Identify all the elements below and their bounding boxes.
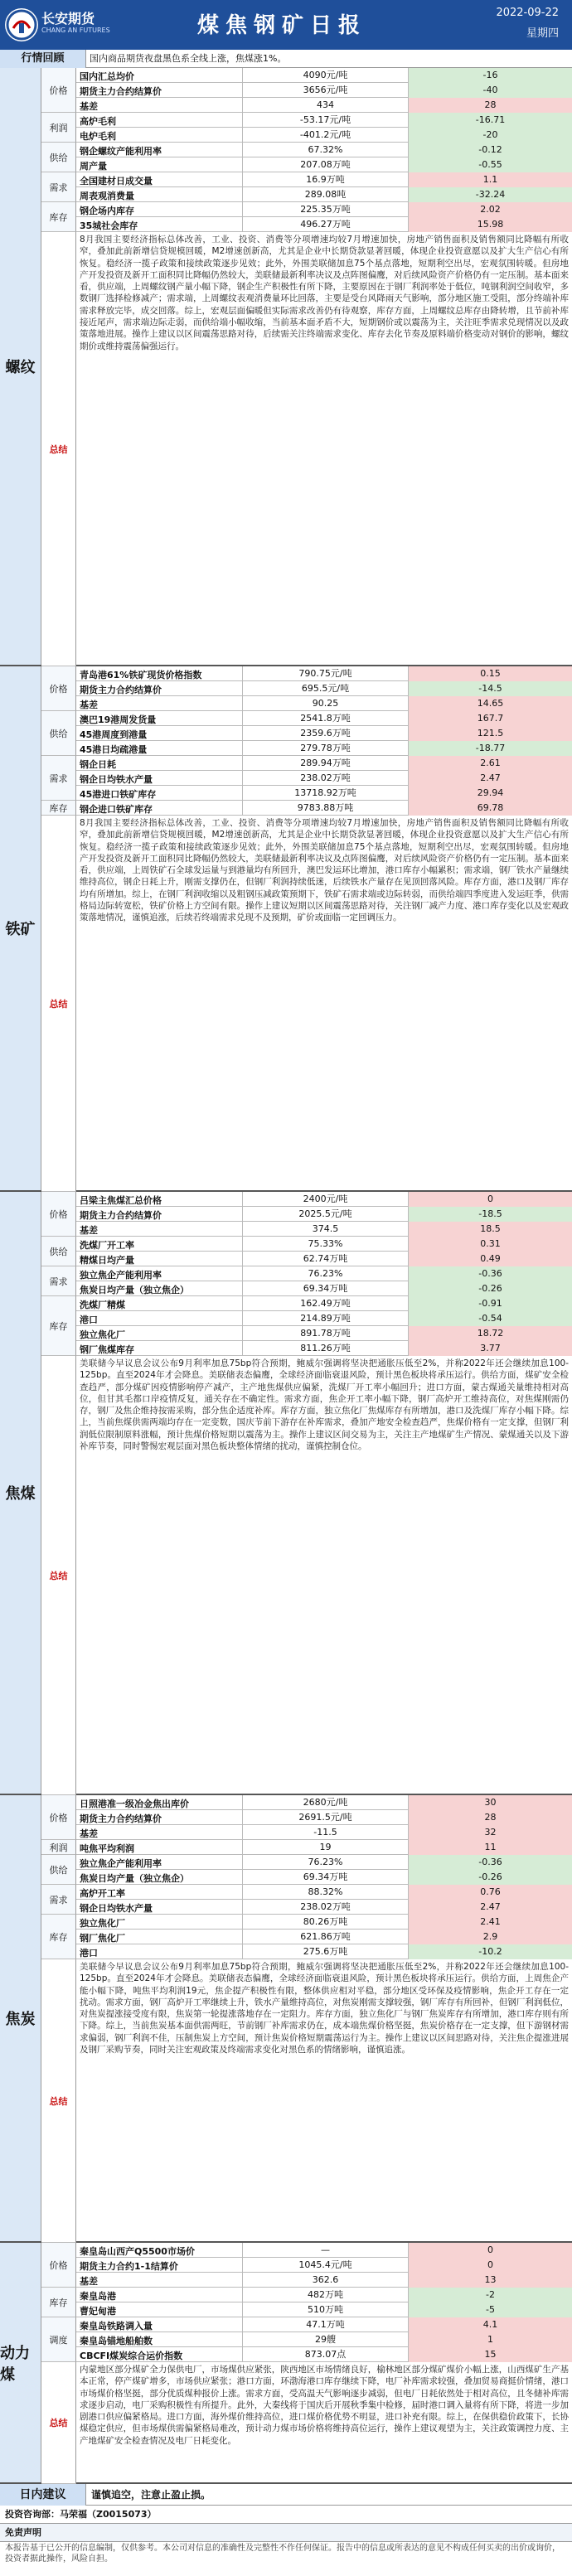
indicator-name: 期货主力合约结算价 xyxy=(80,1813,162,1824)
indicator-value: 19 xyxy=(242,1840,408,1855)
indicator-value: 29艘 xyxy=(242,2332,408,2347)
indicator-value: 162.49万吨 xyxy=(242,1296,408,1311)
indicator-name: 钢企进口铁矿库存 xyxy=(80,804,153,815)
indicator-name: 期货主力合约1-1结算价 xyxy=(80,2261,178,2272)
indicator-name: 钢厂焦化厂 xyxy=(80,1933,125,1944)
indicator-change: 121.5 xyxy=(408,726,572,741)
indicator-row xyxy=(76,2258,572,2273)
indicator-value: 289.94万吨 xyxy=(242,756,408,771)
indicator-row xyxy=(76,1810,572,1825)
indicator-change: -40 xyxy=(408,83,572,98)
indicator-change: 2.02 xyxy=(408,202,572,217)
section-name: 焦煤 xyxy=(0,1192,41,1794)
review-label: 行情回顾 xyxy=(0,50,86,68)
section-coking-coal xyxy=(0,1192,572,1795)
indicator-name: 45港进口铁矿库存 xyxy=(80,789,157,800)
indicator-name: 钢厂焦煤库存 xyxy=(80,1344,134,1355)
cat-price: 价格 xyxy=(41,1192,76,1237)
indicator-name: 洗煤厂精煤 xyxy=(80,1300,125,1310)
indicator-name: 秦皇岛港 xyxy=(80,2291,116,2302)
indicator-name: 独立焦化厂 xyxy=(80,1329,125,1340)
indicator-row xyxy=(76,1311,572,1326)
indicator-value: 811.26万吨 xyxy=(242,1341,408,1356)
indicator-name: 基差 xyxy=(80,1225,98,1236)
indicator-row xyxy=(76,1900,572,1915)
indicator-row xyxy=(76,666,572,681)
indicator-row xyxy=(76,2347,572,2362)
indicator-name: 秦皇岛铁路调入量 xyxy=(80,2321,153,2331)
indicator-value: 2359.6万吨 xyxy=(242,726,408,741)
indicator-value: 238.02万吨 xyxy=(242,1900,408,1915)
section-iron-ore xyxy=(0,666,572,1192)
indicator-row xyxy=(76,143,572,157)
indicator-value: 69.34万吨 xyxy=(242,1870,408,1885)
indicator-name: 吕梁主焦煤汇总价格 xyxy=(80,1195,162,1206)
indicator-value: 47.1万吨 xyxy=(242,2317,408,2332)
indicator-change: 0.31 xyxy=(408,1237,572,1252)
indicator-name: 港口 xyxy=(80,1948,98,1959)
indicator-name: 钢企日均铁水产量 xyxy=(80,1903,153,1914)
indicator-value: 69.34万吨 xyxy=(242,1281,408,1296)
indicator-change: -20 xyxy=(408,128,572,143)
indicator-name: 澳巴19港周发货量 xyxy=(80,714,157,725)
indicator-change: -0.54 xyxy=(408,1311,572,1326)
indicator-value: 279.78万吨 xyxy=(242,741,408,756)
indicator-row xyxy=(76,1266,572,1281)
cat-stock: 库存 xyxy=(41,2288,76,2317)
cat-price: 价格 xyxy=(41,666,76,711)
indicator-row xyxy=(76,1825,572,1840)
indicator-change: 69.78 xyxy=(408,801,572,816)
indicator-change: -0.26 xyxy=(408,1870,572,1885)
advice-label: 日内建议 xyxy=(0,2484,86,2506)
date-text: 2022-09-22 xyxy=(496,7,559,19)
indicator-change: 28 xyxy=(408,98,572,113)
indicator-value: 891.78万吨 xyxy=(242,1326,408,1341)
indicator-row xyxy=(76,1795,572,1810)
section-name: 焦炭 xyxy=(0,1795,41,2241)
indicator-row xyxy=(76,1192,572,1207)
indicator-row xyxy=(76,2332,572,2347)
indicator-value: 2541.8万吨 xyxy=(242,711,408,726)
indicator-name: 独立焦企产能利用率 xyxy=(80,1858,162,1869)
indicator-name: 电炉毛利 xyxy=(80,131,116,142)
indicator-row xyxy=(76,681,572,696)
indicator-row xyxy=(76,1341,572,1356)
indicator-change: -0.26 xyxy=(408,1281,572,1296)
weekday-text: 星期四 xyxy=(526,27,559,40)
cat-supply: 供给 xyxy=(41,1855,76,1885)
indicator-row xyxy=(76,1252,572,1266)
coke-summary: 美联储今早议息会议公布9月利率加息75bp符合预期，鲍威尔强调将坚决把通胀压低至2%，并称2022年还会继续加息100-125bp。直至2024年才会降息。美联储表态偏鹰，全球经济面临衰退风险，预计黑色板块将承压运行。供给方面，煤矿安全检查趋严，部分煤矿因疫情影响停产减产，主产地焦煤供应偏紧，洗煤厂开工率小幅回升；进口方面，蒙古煤通关量维持相对高位，但甘其毛都口岸疫情反复，通关存在不确定性。需求方面，焦企开工率小幅下降，钢厂高炉开工维持高位，对焦煤刚需仍存，钢厂及焦企维持按需采购，部分焦企适度补库。库存方面，独立焦化厂焦煤库存有所增加，港口及洗煤厂库存小幅下降。综上，当前焦煤供需两端均存在一定变数，国庆节前下游存在补库需求，叠加产地安全检查趋严，焦煤价格有一定支撑，但钢厂利润低位限制原料涨幅，预计焦煤价格短期以震荡为主。操作上建议区间交易为主，关注主产地煤矿生产情况、蒙煤通关以及下游补库节奏，同时警惕宏观层面对黑色板块整体情绪的扰动，谨慎控制仓位。 xyxy=(80,1358,569,1452)
cat-price: 价格 xyxy=(41,2243,76,2288)
indicator-name: 基差 xyxy=(80,700,98,710)
cat-summary: 总结 xyxy=(41,1959,76,2243)
rebar-summary: 8月我国主要经济指标总体改善，工业、投资、消费等分项增速均较7月增速加快，房地产销售面积及销售额同比降幅有所收窄，叠加此前新增信贷规模回暖，M2增速创新高，尤其是企业中长期贷款显著回暖，体现企业投资意愿以及扩大生产信心有所恢复。稳经济一揽子政策和接续政策逐步见效；此外，外围美联储加息75个基点落地，短期利空出尽，宏观氛围转暖。但房地产开发投资及新开工面积同比降幅仍然较大，美联储最新利率决议及点阵图偏鹰，对后续风险资产价格仍有一定压制。基本面来看，供应端，上周螺纹钢产量小幅下降，钢企生产积极性有所下降，主要原因在于钢厂利润率处于低位，吨钢利润空间收窄，多数钢厂选择检修减产；需求端，上周螺纹表观消费量环比回落，主要是受台风降雨天气影响，部分地区施工受阻，部分终端补库需求释放完毕，成交回落。综上，宏观层面偏暖但实际需求改善仍有待观察，库存方面，上周螺纹总库存由降转增，且节前补库接近尾声，需求端边际走弱，而供给端小幅收缩，当前基本面矛盾不大，短期钢价或以震荡为主，关注旺季需求兑现情况以及政策落地进展。操作上建议以区间震荡思路对待，后续需关注终端需求变化、库存去化节奏及原料端价格变动对钢价的影响，螺纹期价或维持震荡偏强运行。 xyxy=(80,235,569,351)
indicator-name: 高炉毛利 xyxy=(80,116,116,127)
logo-cn: 长安期货 xyxy=(41,11,95,27)
indicator-value: 88.32% xyxy=(242,1885,408,1900)
indicator-change: 4.1 xyxy=(408,2317,572,2332)
indicator-name: 45港周度到港量 xyxy=(80,729,148,740)
indicator-row xyxy=(76,157,572,172)
indicator-row xyxy=(76,187,572,202)
indicator-name: 吨焦平均利润 xyxy=(80,1843,134,1854)
indicator-change: -10.2 xyxy=(408,1944,572,1959)
indicator-change: 15.98 xyxy=(408,217,572,232)
iron-summary: 8月我国主要经济指标总体改善，工业、投资、消费等分项增速均较7月增速加快，房地产销售面积及销售额同比降幅有所收窄，叠加此前新增信贷规模回暖，M2增速创新高，尤其是企业中长期贷款显著回暖，体现企业投资意愿以及扩大生产信心有所恢复。稳经济一揽子政策和接续政策逐步见效；此外，外围美联储加息75个基点落地，短期利空出尽，宏观氛围转暖。但房地产开发投资及新开工面积同比降幅仍然较大，美联储最新利率决议及点阵图偏鹰，对后续风险资产价格仍有一定压制。基本面来看，供应端，上周铁矿石全球发运量与到港量均有所回升，澳巴发运环比增加，港口库存小幅累积；需求端，钢厂铁水产量继续维持高位，钢企日耗上升，刚需支撑仍在，但钢厂利润持续低迷，后续铁水产量存在见顶回落风险。库存方面，港口及钢厂库存均有所增加。综上，在钢厂利润收缩以及粗钢压减政策预期下，铁矿石需求端或边际转弱，而供给端四季度进入发运旺季，供需格局边际转宽松，铁矿价格上方空间有限。操作上建议短期以区间震荡思路对待，关注钢厂减产力度、港口库存变化以及宏观政策落地情况，谨慎追涨，后续若终端需求兑现不及预期，矿价或面临一定回调压力。 xyxy=(80,818,569,923)
cat-stock: 库存 xyxy=(41,1915,76,1959)
indicator-change: -18.5 xyxy=(408,1207,572,1222)
logo-en: CHANG AN FUTURES xyxy=(41,27,110,34)
indicator-row xyxy=(76,1207,572,1222)
indicator-name: 焦炭日均产量（独立焦企） xyxy=(80,1285,189,1295)
cat-supply: 供给 xyxy=(41,711,76,756)
cat-demand: 需求 xyxy=(41,756,76,801)
indicator-name: 钢企场内库存 xyxy=(80,206,134,216)
indicator-change: 18.72 xyxy=(408,1326,572,1341)
coal-summary: 美联储今早议息会议公布9月利率加息75bp符合预期，鲍威尔强调将坚决把通胀压低至2%，并称2022年还会继续加息100-125bp。直至2024年才会降息。美联储表态偏鹰，全球经济面临衰退风险，预计黑色板块将承压运行。供给方面，上周焦企产能小幅下降，吨焦平均利润19元，焦企提产积极性有限，整体供应相对平稳，部分地区受环保及疫情影响，焦企开工存在一定扰动。需求方面，钢厂高炉开工率继续上升，铁水产量维持高位，对焦炭刚需支撑较强，钢厂库存有所回补，但钢厂利润低位，对焦炭提涨接受度有限，焦炭第一轮提涨落地存在一定阻力。库存方面，独立焦化厂与钢厂焦炭库存有所增加，港口库存则有所下降。综上，当前焦炭基本面供需两旺，节前钢厂补库需求仍在，成本端焦煤价格坚挺，焦炭价格存在一定支撑，但下游钢材需求偏弱，钢厂利润不佳，压制焦炭上方空间，预计焦炭价格短期震荡运行为主。操作上建议以区间思路对待，关注焦企提涨进展及钢厂采购节奏，同时关注宏观政策及终端需求变化对黑色系的情绪影响，谨慎追涨。 xyxy=(80,1962,569,2055)
indicator-row xyxy=(76,786,572,801)
indicator-value: 695.5元/吨 xyxy=(242,681,408,696)
cat-demand: 需求 xyxy=(41,172,76,202)
indicator-row xyxy=(76,128,572,143)
indicator-change: 14.65 xyxy=(408,696,572,711)
indicator-row xyxy=(76,756,572,771)
cat-summary: 总结 xyxy=(41,1356,76,1795)
indicator-row xyxy=(76,83,572,98)
indicator-change: 18.5 xyxy=(408,1222,572,1237)
section-name: 螺纹 xyxy=(0,68,41,665)
indicator-row xyxy=(76,2302,572,2317)
indicator-row xyxy=(76,1915,572,1930)
indicator-name: 周产量 xyxy=(80,161,107,172)
indicator-name: 周表观消费量 xyxy=(80,191,134,201)
indicator-change: -0.12 xyxy=(408,143,572,157)
cat-demand: 需求 xyxy=(41,1266,76,1296)
indicator-value: 289.08吨 xyxy=(242,187,408,202)
indicator-change: 3.77 xyxy=(408,1341,572,1356)
indicator-value: 496.27万吨 xyxy=(242,217,408,232)
section-thermal-coal xyxy=(0,2243,572,2484)
indicator-value: 90.25 xyxy=(242,696,408,711)
indicator-row xyxy=(76,801,572,816)
indicator-name: 期货主力合约结算价 xyxy=(80,1210,162,1221)
indicator-name: 港口 xyxy=(80,1315,98,1325)
indicator-name: 钢企日耗 xyxy=(80,759,116,770)
indicator-change: -14.5 xyxy=(408,681,572,696)
indicator-value: 207.08万吨 xyxy=(242,157,408,172)
cat-stock: 库存 xyxy=(41,801,76,816)
indicator-name: 焦炭日均产量（独立焦企） xyxy=(80,1873,189,1884)
indicator-value: 510万吨 xyxy=(242,2302,408,2317)
disclaimer-title: 免责声明 xyxy=(0,2524,572,2542)
indicator-row xyxy=(76,172,572,187)
indicator-change: 0.15 xyxy=(408,666,572,681)
indicator-row xyxy=(76,202,572,217)
indicator-value: — xyxy=(242,2243,408,2258)
indicator-name: 独立焦企产能利用率 xyxy=(80,1270,162,1281)
thermal-summary: 内蒙地区部分煤矿全力保供电厂，市场煤供应紧张，陕西地区市场情绪良好，榆林地区部分煤矿煤价小幅上涨，山西煤矿生产基本正常，停产煤矿增多，市场供应紧张；港口方面，环渤海港口库存继续下降，电厂补库需求较强，叠加贸易商挺价情绪，港口市场煤价格坚挺，部分优质煤种报价上涨。需求方面，受高温天气影响逐步减弱，但电厂日耗依然处于相对高位，且冬储补库需求逐步启动，电厂采购积极性有所提升。此外，大秦线将于国庆后开展秋季集中检修，届时港口调入量将有所下降，将进一步加剧港口供应偏紧格局。进口方面，海外煤价维持高位，进口煤价格优势不明显，进口补充有限。综上，在保供稳价政策下，长协煤稳定供应，但市场煤供需偏紧格局难改，预计动力煤市场价格将维持高位运行，操作上建议观望为主，关注政策调控力度、主产地煤矿安全检查情况及电厂日耗变化。 xyxy=(80,2365,569,2446)
indicator-change: 13 xyxy=(408,2273,572,2288)
indicator-change: 2.61 xyxy=(408,756,572,771)
indicator-change: 0.49 xyxy=(408,1252,572,1266)
cat-profit: 利润 xyxy=(41,1840,76,1855)
logo-emblem-icon xyxy=(5,8,38,41)
indicator-value: 4090元/吨 xyxy=(242,68,408,83)
advice-text: 谨慎追空，注意止盈止损。 xyxy=(91,2489,211,2501)
indicator-row xyxy=(76,217,572,232)
indicator-name: 35城社会库存 xyxy=(80,220,138,231)
indicator-change: -2 xyxy=(408,2288,572,2302)
indicator-value: 16.9万吨 xyxy=(242,172,408,187)
indicator-value: 1045.4元/吨 xyxy=(242,2258,408,2273)
cat-summary: 总结 xyxy=(41,232,76,666)
indicator-change: 2.9 xyxy=(408,1930,572,1944)
indicator-value: -401.2元/吨 xyxy=(242,128,408,143)
indicator-row xyxy=(76,1930,572,1944)
indicator-value: 275.6万吨 xyxy=(242,1944,408,1959)
indicator-value: 214.89万吨 xyxy=(242,1311,408,1326)
indicator-name: 精煤日均产量 xyxy=(80,1255,134,1266)
indicator-row xyxy=(76,771,572,786)
indicator-change: 0 xyxy=(408,2258,572,2273)
indicator-row xyxy=(76,741,572,756)
indicator-row xyxy=(76,726,572,741)
indicator-value: 434 xyxy=(242,98,408,113)
indicator-change: 15 xyxy=(408,2347,572,2362)
indicator-row xyxy=(76,696,572,711)
indicator-row xyxy=(76,68,572,83)
cat-summary: 总结 xyxy=(41,816,76,1192)
indicator-change: 28 xyxy=(408,1810,572,1825)
indicator-change: -16 xyxy=(408,68,572,83)
indicator-name: 基差 xyxy=(80,1828,98,1839)
indicator-name: 日照港准一级冶金焦出库价 xyxy=(80,1799,189,1809)
indicator-row xyxy=(76,113,572,128)
indicator-value: 2691.5元/吨 xyxy=(242,1810,408,1825)
indicator-value: 62.74万吨 xyxy=(242,1252,408,1266)
indicator-change: 2.47 xyxy=(408,771,572,786)
intraday-advice xyxy=(0,2484,572,2506)
indicator-row xyxy=(76,1237,572,1252)
indicator-row xyxy=(76,1326,572,1341)
indicator-row xyxy=(76,1855,572,1870)
indicator-row xyxy=(76,2273,572,2288)
indicator-change: 167.7 xyxy=(408,711,572,726)
indicator-value: 238.02万吨 xyxy=(242,771,408,786)
indicator-change: -0.36 xyxy=(408,1266,572,1281)
indicator-row xyxy=(76,1296,572,1311)
indicator-row xyxy=(76,1870,572,1885)
indicator-change: -5 xyxy=(408,2302,572,2317)
report-title: 煤焦钢矿日报 xyxy=(196,13,366,38)
indicator-change: 30 xyxy=(408,1795,572,1810)
indicator-change: 0 xyxy=(408,1192,572,1207)
indicator-value: 76.23% xyxy=(242,1266,408,1281)
indicator-value: 873.07点 xyxy=(242,2347,408,2362)
indicator-value: 9783.88万吨 xyxy=(242,801,408,816)
indicator-change: 11 xyxy=(408,1840,572,1855)
indicator-value: 76.23% xyxy=(242,1855,408,1870)
indicator-name: 青岛港61%铁矿现货价格指数 xyxy=(80,670,202,680)
indicator-value: 790.75元/吨 xyxy=(242,666,408,681)
indicator-change: 1.1 xyxy=(408,172,572,187)
indicator-value: 2025.5元/吨 xyxy=(242,1207,408,1222)
indicator-name: 期货主力合约结算价 xyxy=(80,685,162,695)
indicator-name: 秦皇岛锚地船舶数 xyxy=(80,2336,153,2346)
indicator-change: 29.94 xyxy=(408,786,572,801)
indicator-value: 13718.92万吨 xyxy=(242,786,408,801)
section-coke xyxy=(0,1795,572,2243)
cat-supply: 供给 xyxy=(41,1237,76,1266)
indicator-name: 钢企日均铁水产量 xyxy=(80,774,153,785)
review-text: 国内商品期货夜盘黑色系全线上涨，焦煤涨1%。 xyxy=(90,53,287,64)
indicator-change: 2.47 xyxy=(408,1900,572,1915)
indicator-name: 独立焦化厂 xyxy=(80,1918,125,1929)
indicator-name: 秦皇岛山西产Q5500市场价 xyxy=(80,2246,195,2257)
indicator-change: 0.76 xyxy=(408,1885,572,1900)
section-rebar xyxy=(0,68,572,666)
cat-demand: 需求 xyxy=(41,1885,76,1915)
indicator-value: 374.5 xyxy=(242,1222,408,1237)
indicator-row xyxy=(76,2317,572,2332)
indicator-change: 0 xyxy=(408,2243,572,2258)
indicator-change: -0.36 xyxy=(408,1855,572,1870)
section-name: 铁矿 xyxy=(0,666,41,1190)
indicator-row xyxy=(76,711,572,726)
indicator-change: -32.24 xyxy=(408,187,572,202)
indicator-change: -18.77 xyxy=(408,741,572,756)
indicator-name: 45港日均疏港量 xyxy=(80,744,148,755)
indicator-change: 2.41 xyxy=(408,1915,572,1930)
indicator-name: 国内汇总均价 xyxy=(80,71,134,82)
indicator-row xyxy=(76,1840,572,1855)
indicator-change: -0.91 xyxy=(408,1296,572,1311)
report-header xyxy=(0,0,572,50)
indicator-name: 期货主力合约结算价 xyxy=(80,86,162,97)
indicator-value: 2400元/吨 xyxy=(242,1192,408,1207)
indicator-name: 基差 xyxy=(80,101,98,112)
indicator-row xyxy=(76,2288,572,2302)
indicator-value: 362.6 xyxy=(242,2273,408,2288)
section-name: 动力煤 xyxy=(0,2243,41,2482)
indicator-change: 1 xyxy=(408,2332,572,2347)
indicator-value: 2680元/吨 xyxy=(242,1795,408,1810)
indicator-value: -53.17元/吨 xyxy=(242,113,408,128)
indicator-value: -11.5 xyxy=(242,1825,408,1840)
cat-supply: 供给 xyxy=(41,143,76,172)
analyst-line: 投资咨询部：马荣福（Z0015073） xyxy=(0,2506,572,2524)
indicator-change: -0.55 xyxy=(408,157,572,172)
indicator-row xyxy=(76,1281,572,1296)
indicator-value: 75.33% xyxy=(242,1237,408,1252)
indicator-name: 高炉开工率 xyxy=(80,1888,125,1899)
indicator-row xyxy=(76,2243,572,2258)
indicator-name: 全国建材日成交量 xyxy=(80,176,153,186)
indicator-name: 洗煤厂开工率 xyxy=(80,1240,134,1251)
cat-stock: 库存 xyxy=(41,1296,76,1356)
cat-summary: 总结 xyxy=(41,2362,76,2484)
indicator-value: 482万吨 xyxy=(242,2288,408,2302)
company-logo xyxy=(5,5,121,45)
cat-adjust: 调度 xyxy=(41,2317,76,2362)
disclaimer-text: 本报告基于已公开的信息编制，仅供参考。本公司对信息的准确性及完整性不作任何保证。报告中的信息或所表达的意见不构成任何买卖的出价或询价，投资者据此操作，风险自担。 xyxy=(5,2544,560,2564)
indicator-name: 曹妃甸港 xyxy=(80,2306,116,2317)
indicator-value: 80.26万吨 xyxy=(242,1915,408,1930)
indicator-name: 基差 xyxy=(80,2276,98,2287)
cat-profit: 利润 xyxy=(41,113,76,143)
indicator-change: -16.71 xyxy=(408,113,572,128)
report-date xyxy=(496,7,559,40)
indicator-value: 3656元/吨 xyxy=(242,83,408,98)
indicator-row xyxy=(76,1885,572,1900)
indicator-value: 621.86万吨 xyxy=(242,1930,408,1944)
indicator-row xyxy=(76,1222,572,1237)
indicator-row xyxy=(76,1944,572,1959)
indicator-name: CBCFI煤炭综合运价指数 xyxy=(80,2351,183,2361)
indicator-change: 32 xyxy=(408,1825,572,1840)
market-review xyxy=(0,50,572,68)
indicator-value: 225.35万吨 xyxy=(242,202,408,217)
indicator-row xyxy=(76,98,572,113)
indicator-name: 钢企螺纹产能利用率 xyxy=(80,146,162,157)
cat-stock: 库存 xyxy=(41,202,76,232)
cat-price: 价格 xyxy=(41,1795,76,1840)
cat-price: 价格 xyxy=(41,68,76,113)
indicator-value: 67.32% xyxy=(242,143,408,157)
